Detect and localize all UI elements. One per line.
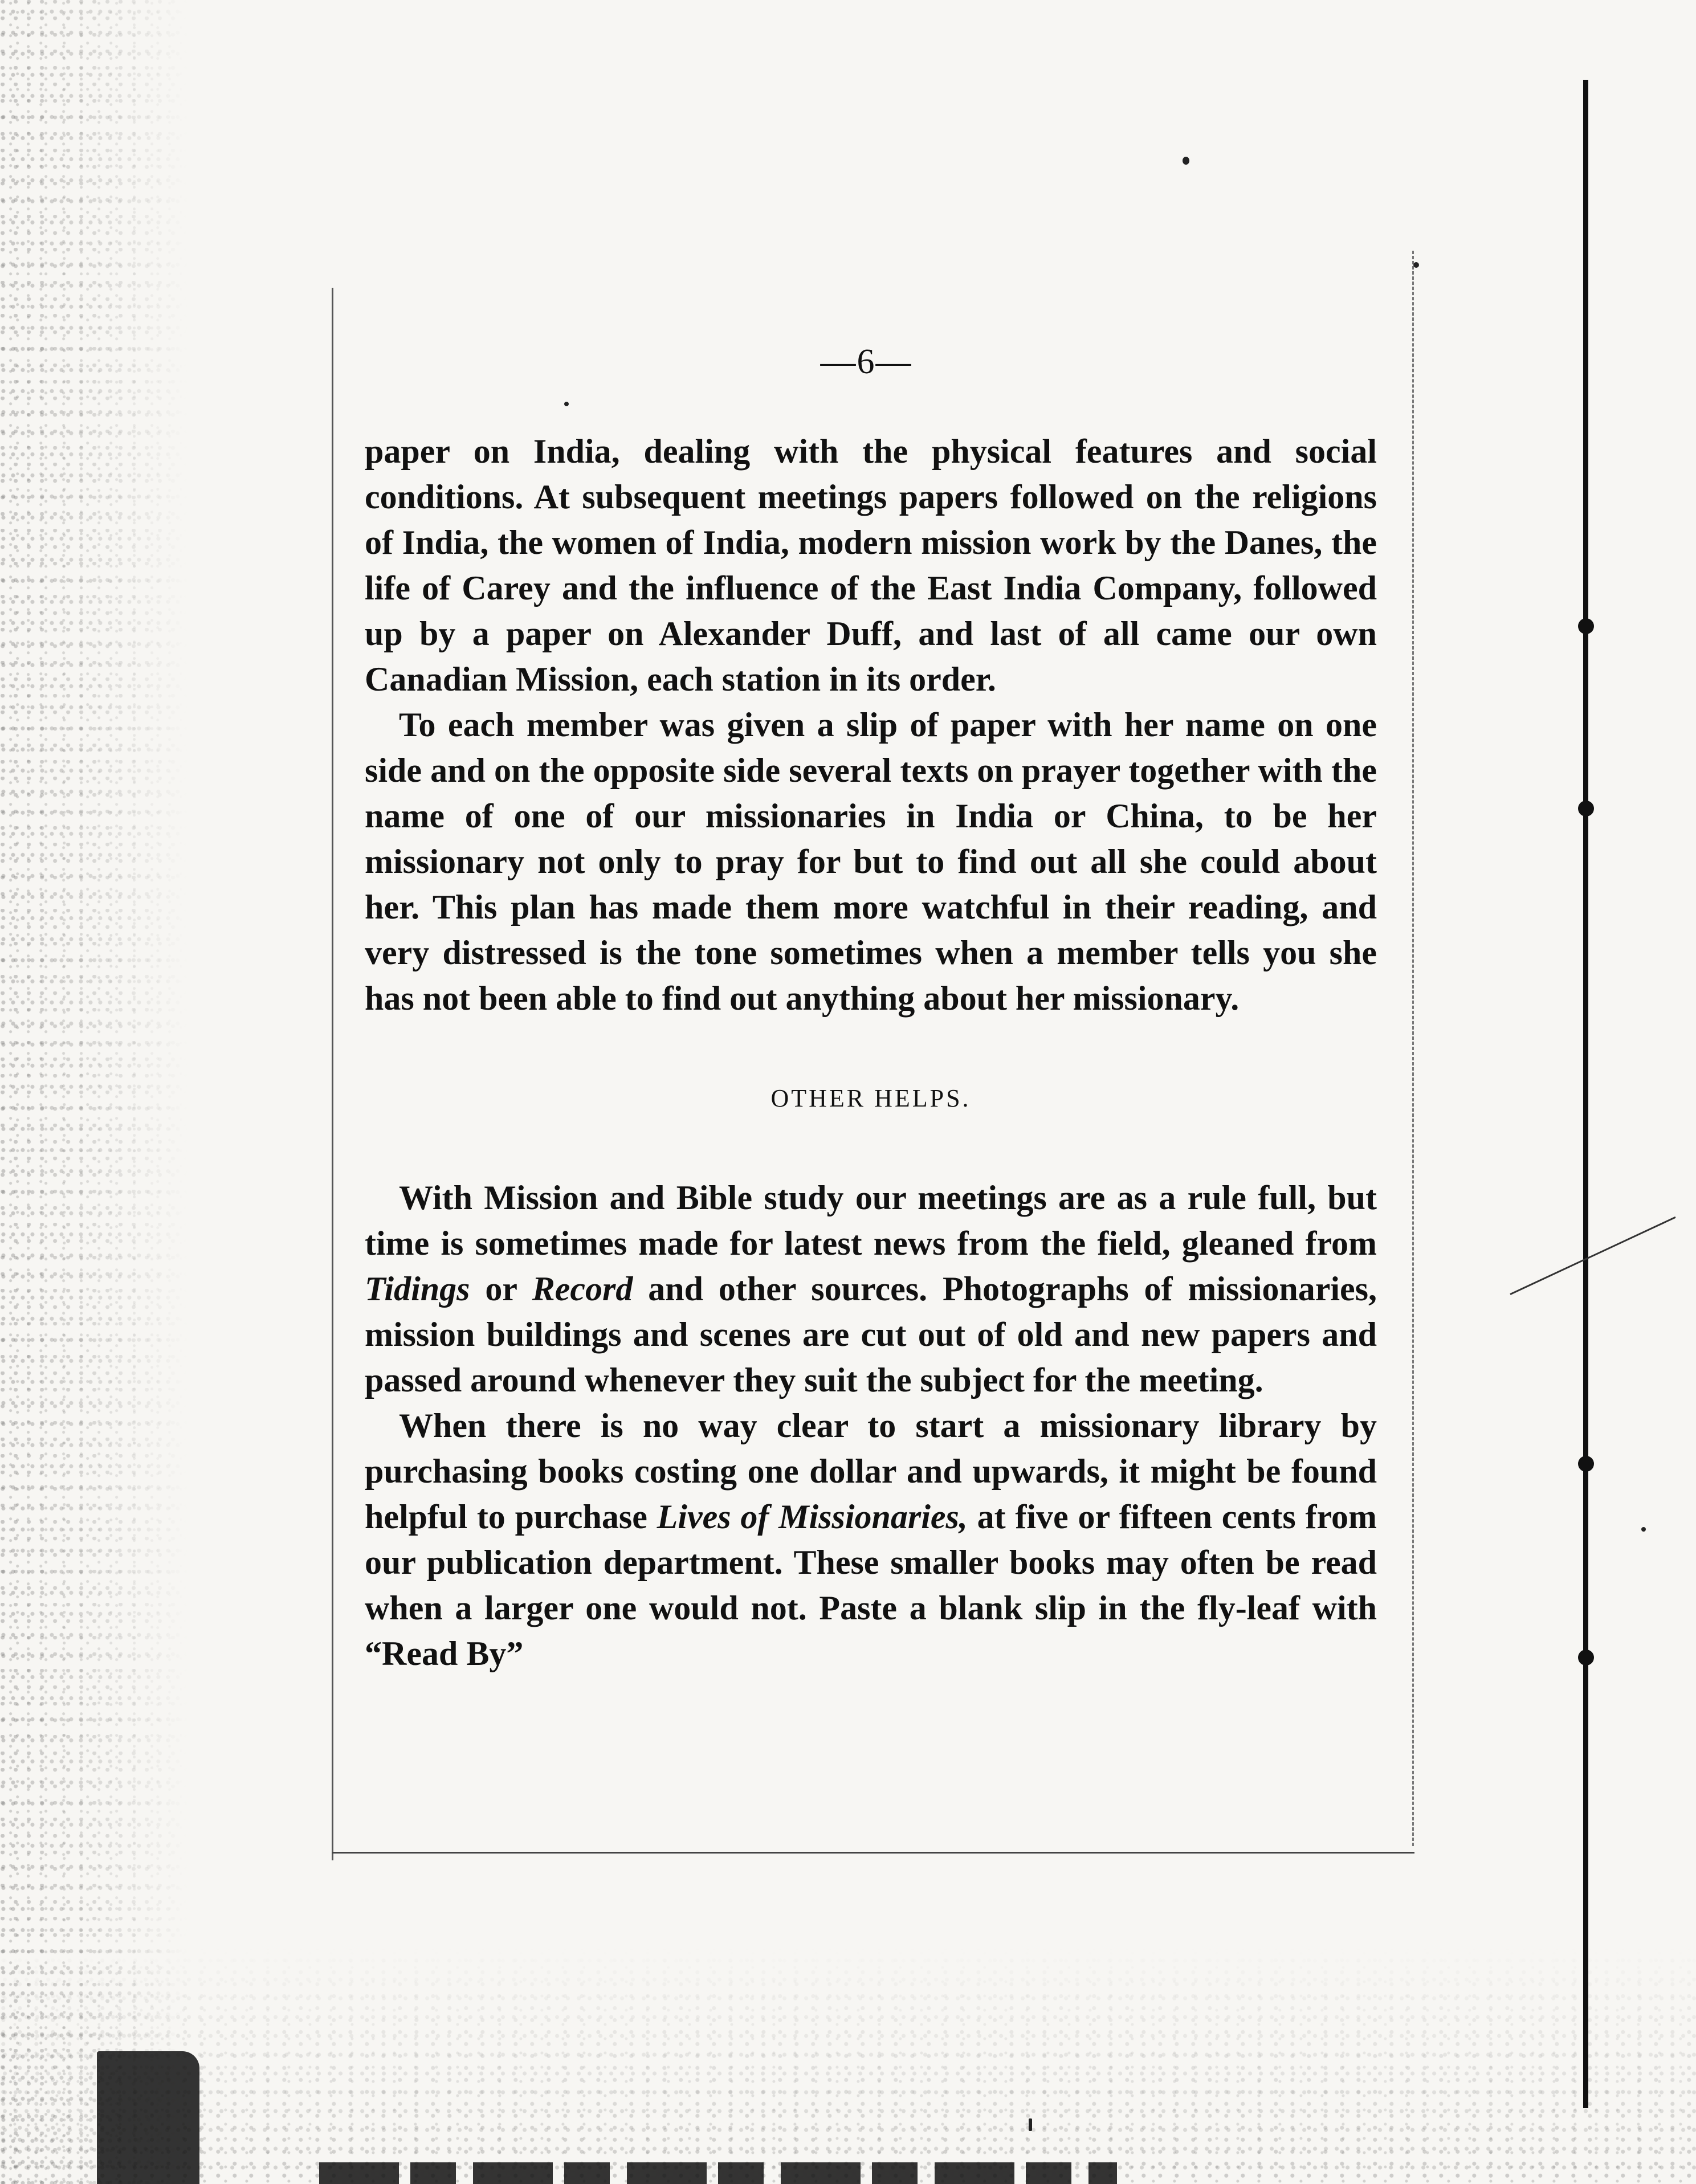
body-text xyxy=(365,428,1377,1676)
text-run: When there is no way clear to start a missionary library by purchasing books costing one dollar and upwards, it might be found helpful to purchase xyxy=(365,1407,1377,1536)
page-border-left xyxy=(332,288,333,1860)
paragraph: To each member was given a slip of paper with her name on one side and on the opposite side several texts on prayer together with the name of one of our missionaries in India or China, to be her missionary not only to pray for but to find out all she could about her. This plan has made them more watchful in their reading, and very distressed is the tone sometimes when a member tells you she has not been able to find out anything about her missionary. xyxy=(365,706,1377,1017)
binding-mark xyxy=(1578,1456,1594,1472)
binding-mark xyxy=(1578,1650,1594,1665)
text-run: With Mission and Bible study our meetings are as a rule full, but time is sometimes made for latest news from the field, gleaned from xyxy=(365,1179,1377,1262)
scan-speck xyxy=(1029,2118,1032,2131)
italic-title: Lives of Missionaries, xyxy=(657,1498,968,1536)
text-run: and other sources. Photographs of missionaries, mission buildings and scenes are cut out of old and new papers and passed around whenever they suit the subject for the meeting. xyxy=(365,1270,1377,1399)
scan-speck xyxy=(1413,262,1419,268)
page-border-bottom xyxy=(332,1852,1414,1854)
scan-speck xyxy=(1183,157,1189,165)
scan-edge-bar xyxy=(319,2162,1117,2184)
text-run: at five or fifteen cents from our publication department. These smaller books may often be read when a larger one would not. Paste a blank slip in the fly-leaf with “Read By” xyxy=(365,1498,1377,1672)
scan-speck xyxy=(564,402,569,406)
paragraph: paper on India, dealing with the physical features and social conditions. At subsequent meetings papers followed on the religions of India, the women of India, modern mission work by the Danes, the life of Carey and the influence of the East India Company, followed up by a paper on Alexander Duff, and last of all came our own Canadian Mission, each station in its order. xyxy=(365,432,1377,698)
paragraph xyxy=(365,1175,1377,1403)
binding-line xyxy=(1583,80,1588,2108)
binding-mark xyxy=(1578,618,1594,634)
page-number: —6— xyxy=(820,342,912,381)
scan-blot xyxy=(97,2051,199,2184)
section-heading: OTHER HELPS. xyxy=(770,1084,971,1112)
paragraph xyxy=(365,1403,1377,1676)
page-border-right xyxy=(1412,251,1414,1846)
italic-title: Record xyxy=(532,1270,633,1308)
binding-mark xyxy=(1578,801,1594,817)
text-run: or xyxy=(485,1270,517,1308)
scan-noise-bottom xyxy=(0,1945,1696,2184)
scan-speck xyxy=(1641,1527,1646,1532)
scan-stray-line xyxy=(1510,1216,1675,1295)
italic-title: Tidings xyxy=(365,1270,470,1308)
scan-noise-left xyxy=(0,0,188,2184)
